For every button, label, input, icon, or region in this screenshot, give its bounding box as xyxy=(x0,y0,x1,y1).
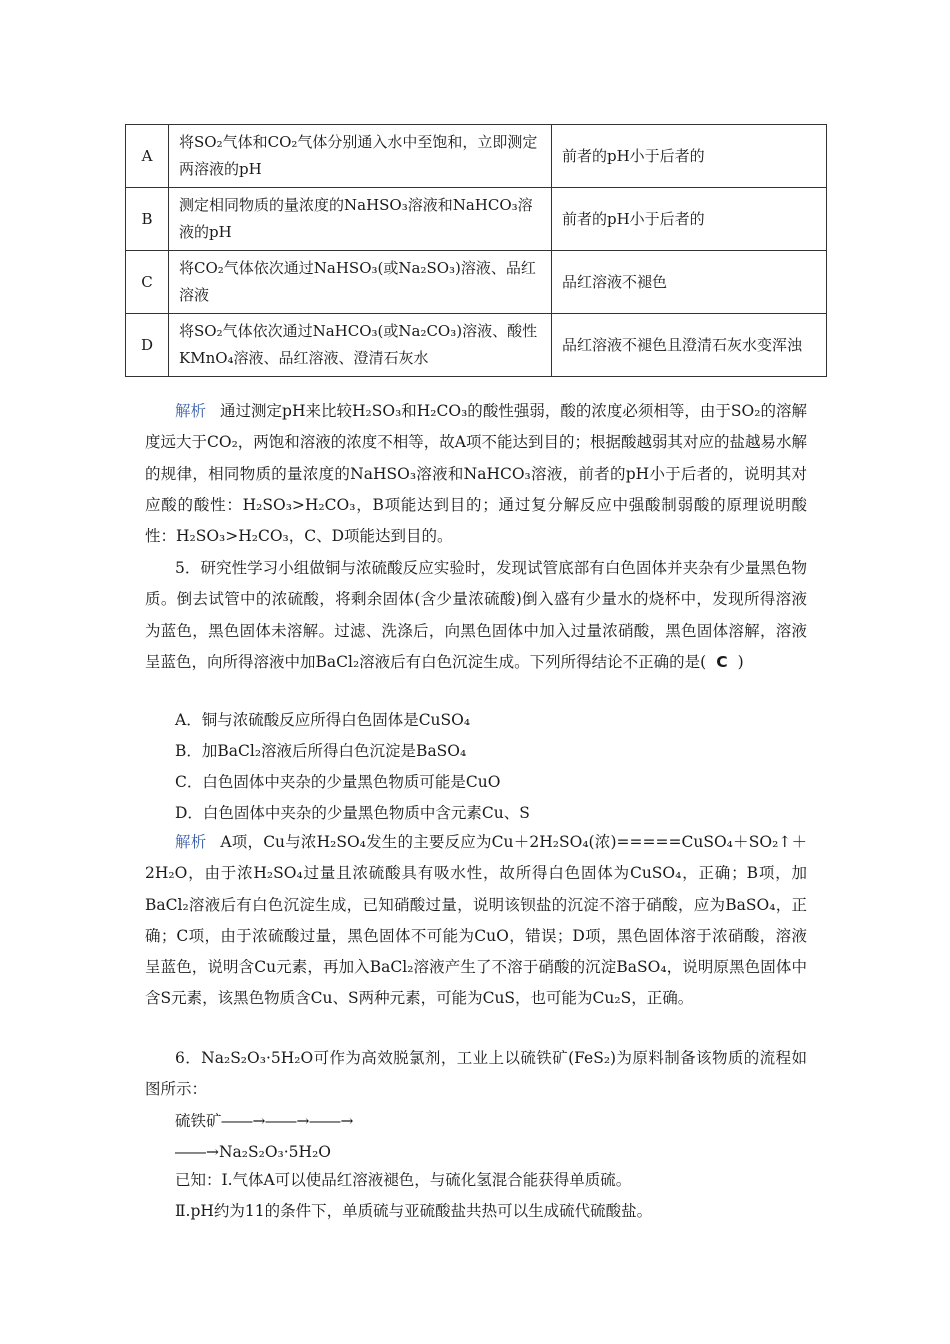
options-table xyxy=(125,124,827,377)
known-2: Ⅱ.pH约为11的条件下，单质硫与亚硫酸盐共热可以生成硫代硫酸盐。 xyxy=(175,1202,653,1220)
question-6-stem xyxy=(145,1043,807,1106)
question-text: 5．研究性学习小组做铜与浓硫酸反应实验时，发现试管底部有白色固体并夹杂有少量黑色物质。倒去试管中的浓硫酸，将剩余固体(含少量浓硫酸)倒入盛有少量水的烧杯中，发现所得溶液为蓝色，黑色固体未溶解。过滤、洗涤后，向黑色固体中加入过量浓硝酸，黑色固体溶解，溶液呈蓝色，向所得溶液中加BaCl₂溶液后有白色沉淀生成。下列所得结论不正确的是( xyxy=(145,559,807,671)
analysis-paragraph-1 xyxy=(145,396,807,552)
row-operation: 将SO₂气体依次通过NaHCO₃(或Na₂CO₃)溶液、酸性KMnO₄溶液、品红溶液、澄清石灰水 xyxy=(169,314,552,377)
question-close: ) xyxy=(737,652,744,671)
row-operation: 测定相同物质的量浓度的NaHSO₃溶液和NaHCO₃溶液的pH xyxy=(169,188,552,251)
row-result: 品红溶液不褪色 xyxy=(552,251,827,314)
row-letter: C xyxy=(126,251,169,314)
analysis-paragraph-2 xyxy=(145,827,807,1015)
option-a: A．铜与浓硫酸反应所得白色固体是CuSO₄ xyxy=(175,711,471,729)
row-letter: A xyxy=(126,125,169,188)
row-result: 前者的pH小于后者的 xyxy=(552,188,827,251)
row-result: 品红溶液不褪色且澄清石灰水变浑浊 xyxy=(552,314,827,377)
analysis-text: 通过测定pH来比较H₂SO₃和H₂CO₃的酸性强弱，酸的浓度必须相等，由于SO₂的溶解度远大于CO₂，两饱和溶液的浓度不相等，故A项不能达到目的；根据酸越弱其对应的盐越易水解的规律，相同物质的量浓度的NaHSO₃溶液和NaHCO₃溶液，前者的pH小于后者的，说明其对应酸的酸性：H₂SO₃>H₂CO₃，B项能达到目的；通过复分解反应中强酸制弱酸的原理说明酸性：H₂SO₃>H₂CO₃，C、D项能达到目的。 xyxy=(145,402,807,546)
analysis-text: A项，Cu与浓H₂SO₄发生的主要反应为Cu＋2H₂SO₄(浓)=====CuSO₄＋SO₂↑＋2H₂O，由于浓H₂SO₄过量且浓硫酸具有吸水性，故所得白色固体为CuSO₄，正确；B项，加BaCl₂溶液后有白色沉淀生成，已知硝酸过量，说明该钡盐的沉淀不溶于硝酸，应为BaSO₄，正确；C项，由于浓硫酸过量，黑色固体不可能为CuO，错误；D项，黑色固体溶于浓硝酸，溶液呈蓝色，说明含Cu元素，再加入BaCl₂溶液产生了不溶于硝酸的沉淀BaSO₄，说明原黑色固体中含S元素，该黑色物质含Cu、S两种元素，可能为CuS，也可能为Cu₂S，正确。 xyxy=(145,833,807,1008)
question-5-stem xyxy=(145,553,807,678)
row-operation: 将CO₂气体依次通过NaHSO₃(或Na₂SO₃)溶液、品红溶液 xyxy=(169,251,552,314)
row-letter: D xyxy=(126,314,169,377)
option-c: C．白色固体中夹杂的少量黑色物质可能是CuO xyxy=(175,773,501,791)
option-d: D．白色固体中夹杂的少量黑色物质中含元素Cu、S xyxy=(175,804,530,822)
table-row xyxy=(126,251,827,314)
row-result: 前者的pH小于后者的 xyxy=(552,125,827,188)
table-row xyxy=(126,188,827,251)
answer-letter: C xyxy=(716,652,728,671)
table-row xyxy=(126,314,827,377)
row-operation: 将SO₂气体和CO₂气体分别通入水中至饱和，立即测定两溶液的pH xyxy=(169,125,552,188)
option-b: B．加BaCl₂溶液后所得白色沉淀是BaSO₄ xyxy=(175,742,467,760)
analysis-label: 解析 xyxy=(175,833,207,851)
question-text: 6．Na₂S₂O₃·5H₂O可作为高效脱氯剂，工业上以硫铁矿(FeS₂)为原料制备该物质的流程如图所示： xyxy=(145,1049,807,1099)
flow-line-2: ――→Na₂S₂O₃·5H₂O xyxy=(175,1143,331,1161)
row-letter: B xyxy=(126,188,169,251)
known-1: 已知：Ⅰ.气体A可以使品红溶液褪色，与硫化氢混合能获得单质硫。 xyxy=(175,1171,632,1189)
flow-line-1: 硫铁矿――→――→――→ xyxy=(175,1112,354,1130)
table-row xyxy=(126,125,827,188)
analysis-label: 解析 xyxy=(175,402,207,420)
